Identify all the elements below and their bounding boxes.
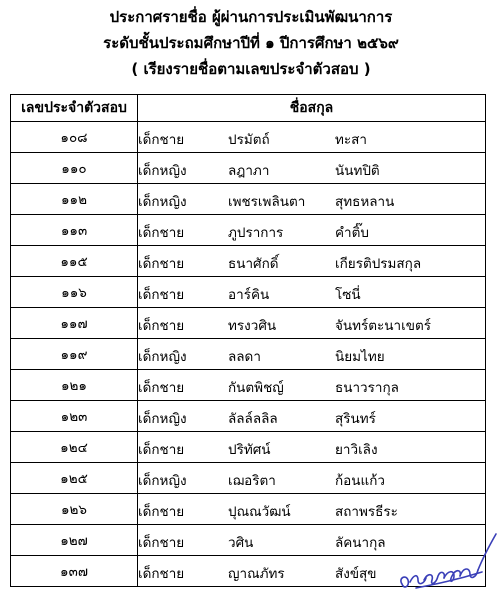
name-prefix: เด็กชาย — [138, 256, 185, 272]
table-row — [11, 370, 486, 401]
last-name: ทะสา — [335, 132, 367, 148]
exam-number: ๑๒๑ — [11, 370, 138, 401]
last-name: ก้อนแก้ว — [335, 473, 385, 489]
last-name: ธนาวรากุล — [335, 380, 399, 396]
exam-number: ๑๐๘ — [11, 122, 138, 153]
student-name — [138, 153, 486, 184]
student-name — [138, 184, 486, 215]
student-name — [138, 277, 486, 308]
last-name: คำติ๊บ — [335, 225, 369, 241]
last-name: สังข์สุข — [335, 566, 377, 582]
first-name: ญาณภัทร — [228, 566, 285, 582]
name-prefix: เด็กชาย — [138, 566, 185, 582]
student-name — [138, 339, 486, 370]
last-name: ยาวิเลิง — [335, 442, 378, 458]
table-row — [11, 432, 486, 463]
first-name: ปุณณวัฒน์ — [228, 504, 291, 520]
exam-number: ๑๒๓ — [11, 401, 138, 432]
first-name: ภูปราการ — [228, 225, 284, 241]
exam-number: ๑๒๗ — [11, 525, 138, 556]
name-prefix: เด็กหญิง — [138, 411, 187, 427]
last-name: เกียรติปรมสกุล — [335, 256, 422, 272]
first-name: ทรงวศิน — [228, 318, 277, 334]
student-name — [138, 401, 486, 432]
table-row — [11, 153, 486, 184]
exam-number-header: เลขประจำตัวสอบ — [11, 95, 138, 122]
student-name — [138, 432, 486, 463]
last-name: ลัคนากุล — [335, 535, 386, 551]
name-prefix: เด็กหญิง — [138, 349, 187, 365]
grade-level-line: ระดับชั้นประถมศึกษาปีที่ ๑ ปีการศึกษา ๒๕๖๙ — [103, 34, 399, 52]
student-name — [138, 308, 486, 339]
exam-number: ๑๑๖ — [11, 277, 138, 308]
sort-note: ( เรียงรายชื่อตามเลขประจำตัวสอบ ) — [131, 60, 371, 78]
exam-number: ๑๒๖ — [11, 494, 138, 525]
table-row — [11, 308, 486, 339]
name-prefix: เด็กชาย — [138, 287, 185, 303]
name-prefix: เด็กหญิง — [138, 194, 187, 210]
table-header-row — [11, 95, 486, 122]
exam-number: ๑๑๐ — [11, 153, 138, 184]
first-name: ปริทัศน์ — [228, 442, 271, 458]
first-name: วศิน — [228, 535, 254, 551]
first-name: กันตพิชญ์ — [228, 380, 284, 396]
name-prefix: เด็กชาย — [138, 225, 185, 241]
student-name — [138, 122, 486, 153]
exam-number: ๑๑๗ — [11, 308, 138, 339]
first-name: เพชรเพลินตา — [228, 194, 306, 210]
last-name: โซนี่ — [335, 287, 361, 303]
student-name — [138, 463, 486, 494]
name-prefix: เด็กหญิง — [138, 163, 187, 179]
exam-number: ๑๓๗ — [11, 556, 138, 587]
first-name: ปรมัตถ์ — [228, 132, 270, 148]
name-prefix: เด็กชาย — [138, 318, 185, 334]
announcement-title: ประกาศรายชื่อ ผู้ผ่านการประเมินพัฒนาการ — [109, 8, 393, 26]
student-name — [138, 215, 486, 246]
last-name: สุทธหลาน — [335, 194, 395, 210]
exam-number: ๑๒๕ — [11, 463, 138, 494]
first-name: ธนาศักดิ์ — [228, 256, 279, 272]
last-name: สถาพรธีระ — [335, 504, 398, 520]
name-prefix: เด็กชาย — [138, 442, 185, 458]
last-name: นิยมไทย — [335, 349, 385, 365]
exam-number: ๑๑๙ — [11, 339, 138, 370]
results-table — [10, 94, 486, 587]
full-name-header: ชื่อสกุล — [138, 95, 486, 122]
name-prefix: เด็กชาย — [138, 380, 185, 396]
table-row — [11, 215, 486, 246]
document-header — [0, 4, 502, 82]
signature-image — [396, 518, 500, 598]
first-name: เฌอริตา — [228, 473, 276, 489]
name-prefix: เด็กชาย — [138, 132, 185, 148]
table-row — [11, 401, 486, 432]
last-name: สุรินทร์ — [335, 411, 376, 427]
first-name: ลฎาภา — [228, 163, 270, 179]
first-name: ลลดา — [228, 349, 261, 365]
name-prefix: เด็กชาย — [138, 535, 185, 551]
last-name: นันทปิติ — [335, 163, 380, 179]
table-row — [11, 277, 486, 308]
name-prefix: เด็กชาย — [138, 504, 185, 520]
exam-number: ๑๑๓ — [11, 215, 138, 246]
exam-number: ๑๑๒ — [11, 184, 138, 215]
student-name — [138, 370, 486, 401]
exam-number: ๑๑๕ — [11, 246, 138, 277]
first-name: อาร์คิน — [228, 287, 270, 303]
table-row — [11, 463, 486, 494]
name-prefix: เด็กหญิง — [138, 473, 187, 489]
table-row — [11, 339, 486, 370]
table-row — [11, 246, 486, 277]
table-row — [11, 184, 486, 215]
table-row — [11, 122, 486, 153]
exam-number: ๑๒๔ — [11, 432, 138, 463]
student-name — [138, 246, 486, 277]
first-name: ลัลล์ลลิล — [228, 411, 278, 427]
last-name: จันทร์ตะนาเขตร์ — [335, 318, 431, 334]
table-body — [11, 122, 486, 587]
